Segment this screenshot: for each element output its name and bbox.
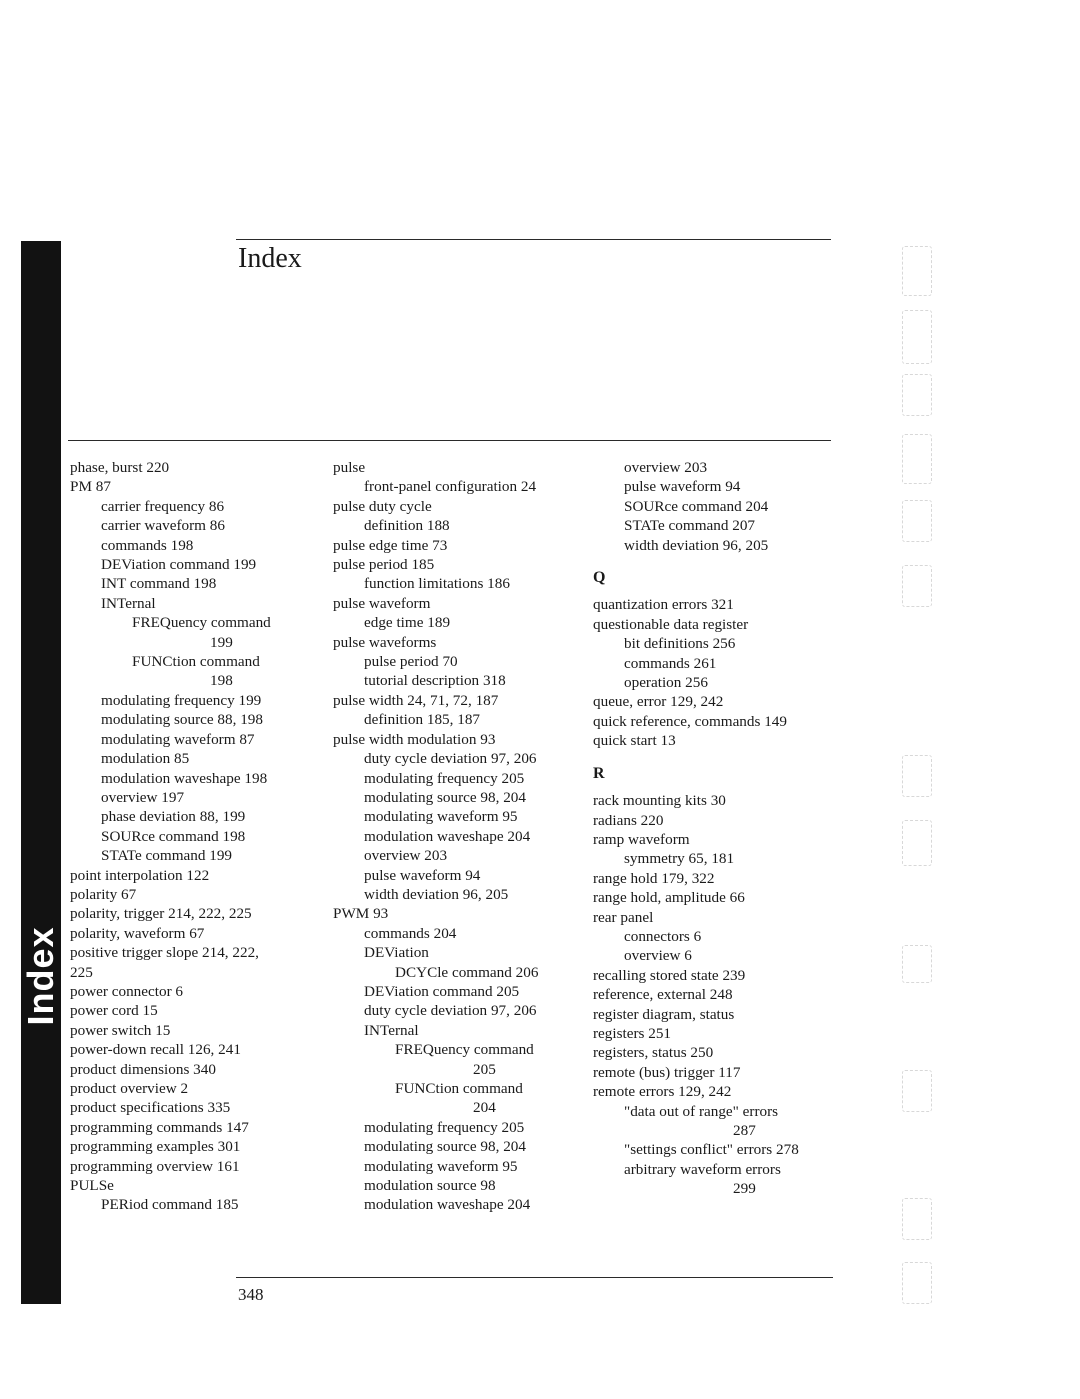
index-entry: duty cycle deviation 97, 206 — [364, 1002, 537, 1020]
index-entry: DEViation command 199 — [101, 556, 257, 574]
header-rule — [236, 239, 831, 240]
page-title: Index — [238, 243, 302, 274]
index-column-3 — [593, 458, 838, 1199]
index-entry: phase deviation 88, 199 — [101, 808, 246, 826]
page-number: 348 — [238, 1285, 264, 1304]
index-entry: commands 204 — [364, 924, 457, 942]
index-entry: FUNCtion command — [395, 1080, 523, 1097]
index-entry: remote errors 129, 242 — [593, 1083, 732, 1101]
index-entry: rack mounting kits 30 — [593, 792, 726, 810]
index-entry: modulating frequency 205 — [364, 769, 525, 787]
index-entry: commands 198 — [101, 536, 194, 554]
index-entry: radians 220 — [593, 811, 664, 829]
index-entry: ramp waveform — [593, 830, 690, 848]
index-entry: commands 261 — [624, 654, 717, 672]
bleed-through-mark — [902, 246, 932, 296]
index-entry: modulating source 98, 204 — [364, 1138, 526, 1156]
index-entry: reference, external 248 — [593, 986, 733, 1004]
index-entry: modulating source 88, 198 — [101, 711, 263, 729]
index-entry: function limitations 186 — [364, 575, 510, 593]
index-entry: definition 185, 187 — [364, 711, 481, 729]
index-entry: range hold, amplitude 66 — [593, 889, 745, 907]
index-entry: DEViation command 205 — [364, 982, 520, 1000]
index-entry: range hold 179, 322 — [593, 869, 715, 887]
index-entry: 198 — [210, 672, 233, 690]
index-entry: power cord 15 — [70, 1002, 158, 1020]
index-entry: pulse width modulation 93 — [333, 730, 496, 748]
index-entry: registers 251 — [593, 1024, 672, 1042]
index-entry: DEViation — [364, 944, 429, 962]
index-entry: overview 203 — [624, 459, 708, 476]
index-entry: power-down recall 126, 241 — [70, 1041, 241, 1059]
index-column-2 — [333, 458, 578, 1215]
index-column-1 — [70, 458, 315, 1215]
index-entry: modulation 85 — [101, 750, 190, 768]
index-entry: INTernal — [364, 1021, 419, 1039]
index-entry: PM 87 — [70, 478, 111, 496]
index-entry: rear panel — [593, 908, 654, 926]
index-entry: 205 — [473, 1060, 496, 1078]
index-entry: tutorial description 318 — [364, 672, 506, 690]
index-entry: quick start 13 — [593, 732, 676, 750]
index-section-letter: Q — [593, 569, 606, 587]
index-entry: remote (bus) trigger 117 — [593, 1063, 741, 1081]
index-entry: pulse duty cycle — [333, 497, 432, 515]
index-entry: 225 — [70, 963, 93, 981]
index-entry: "data out of range" errors — [624, 1102, 779, 1120]
index-entry: overview 197 — [101, 788, 185, 806]
bleed-through-mark — [902, 310, 932, 364]
index-entry: 199 — [210, 633, 233, 651]
index-entry: pulse waveform — [333, 594, 431, 612]
index-entry: modulating waveform 95 — [364, 1157, 518, 1175]
index-entry: carrier frequency 86 — [101, 497, 225, 515]
index-entry: FREQuency command — [395, 1041, 534, 1059]
index-entry: 204 — [473, 1099, 496, 1117]
index-entry: edge time 189 — [364, 614, 451, 632]
index-entry: PULSe — [70, 1177, 114, 1195]
index-entry: pulse period 70 — [364, 653, 458, 671]
index-entry: overview 203 — [364, 847, 448, 865]
index-entry: quick reference, commands 149 — [593, 712, 787, 730]
index-entry: registers, status 250 — [593, 1044, 714, 1062]
index-entry: STATe command 199 — [101, 847, 233, 865]
index-entry: width deviation 96, 205 — [364, 885, 509, 903]
index-entry: FREQuency command — [132, 614, 271, 632]
index-entry: quantization errors 321 — [593, 596, 734, 614]
index-entry: duty cycle deviation 97, 206 — [364, 750, 537, 768]
index-entry: PWM 93 — [333, 905, 389, 923]
index-tab-label: Index — [20, 926, 61, 1026]
index-entry: operation 256 — [624, 674, 708, 692]
index-entry: polarity, waveform 67 — [70, 924, 205, 942]
index-entry: programming overview 161 — [70, 1157, 240, 1175]
index-entry: modulation waveshape 198 — [101, 769, 268, 787]
index-entry: pulse edge time 73 — [333, 536, 448, 554]
index-entry: questionable data register — [593, 615, 749, 633]
index-entry: SOURce command 204 — [624, 497, 769, 515]
index-entry: INT command 198 — [101, 575, 217, 593]
bleed-through-mark — [902, 820, 932, 866]
bleed-through-mark — [902, 434, 932, 484]
index-entry: point interpolation 122 — [70, 866, 210, 884]
index-thumb-tab — [21, 241, 61, 1304]
bleed-through-mark — [902, 565, 932, 607]
content-rule — [68, 440, 831, 441]
index-entry: FUNCtion command — [132, 653, 260, 671]
index-entry: pulse waveforms — [333, 633, 437, 651]
bleed-through-mark — [902, 945, 932, 983]
index-entry: carrier waveform 86 — [101, 517, 225, 535]
index-entry: power switch 15 — [70, 1021, 171, 1039]
index-entry: 299 — [733, 1180, 756, 1198]
index-entry: SOURce command 198 — [101, 827, 246, 845]
bleed-through-mark — [902, 1070, 932, 1112]
index-entry: programming commands 147 — [70, 1118, 249, 1136]
bleed-through-mark — [902, 1262, 932, 1304]
index-entry: modulation source 98 — [364, 1177, 496, 1195]
index-entry: 287 — [733, 1122, 756, 1139]
bleed-through-mark — [902, 374, 932, 416]
index-entry: bit definitions 256 — [624, 635, 736, 653]
index-entry: connectors 6 — [624, 927, 702, 945]
index-entry: polarity, trigger 214, 222, 225 — [70, 905, 252, 923]
index-entry: DCYCle command 206 — [395, 963, 539, 981]
index-entry: PERiod command 185 — [101, 1196, 239, 1214]
index-entry: recalling stored state 239 — [593, 966, 746, 984]
index-entry: pulse waveform 94 — [364, 866, 481, 884]
index-section-letter: R — [593, 764, 605, 782]
index-entry: modulating waveform 87 — [101, 730, 255, 748]
index-entry: pulse waveform 94 — [624, 478, 741, 496]
index-entry: overview 6 — [624, 947, 692, 965]
index-entry: arbitrary waveform errors — [624, 1160, 781, 1178]
index-entry: INTernal — [101, 594, 156, 612]
bleed-through-mark — [902, 500, 932, 542]
index-entry: pulse — [333, 459, 366, 476]
index-entry: modulation waveshape 204 — [364, 1196, 531, 1214]
index-entry: STATe command 207 — [624, 517, 756, 535]
index-entry: width deviation 96, 205 — [624, 536, 769, 554]
index-entry: modulating frequency 199 — [101, 691, 262, 709]
index-entry: product dimensions 340 — [70, 1060, 216, 1078]
index-entry: phase, burst 220 — [70, 459, 170, 476]
index-entry: programming examples 301 — [70, 1138, 241, 1156]
index-entry: modulation waveshape 204 — [364, 827, 531, 845]
index-entry: modulating frequency 205 — [364, 1118, 525, 1136]
index-entry: pulse width 24, 71, 72, 187 — [333, 691, 499, 709]
index-entry: modulating waveform 95 — [364, 808, 518, 826]
index-entry: pulse period 185 — [333, 556, 435, 574]
index-entry: register diagram, status — [593, 1005, 735, 1023]
index-entry: symmetry 65, 181 — [624, 850, 735, 868]
index-entry: product specifications 335 — [70, 1099, 231, 1117]
bleed-through-mark — [902, 1198, 932, 1240]
index-entry: definition 188 — [364, 517, 450, 535]
index-entry: front-panel configuration 24 — [364, 478, 537, 496]
index-entry: power connector 6 — [70, 982, 184, 1000]
index-entry: positive trigger slope 214, 222, — [70, 944, 259, 962]
index-entry: modulating source 98, 204 — [364, 788, 526, 806]
index-entry: product overview 2 — [70, 1080, 189, 1097]
footer-rule — [236, 1277, 833, 1278]
index-entry: polarity 67 — [70, 885, 137, 903]
bleed-through-mark — [902, 755, 932, 797]
index-entry: queue, error 129, 242 — [593, 693, 724, 711]
index-entry: "settings conflict" errors 278 — [624, 1141, 799, 1159]
